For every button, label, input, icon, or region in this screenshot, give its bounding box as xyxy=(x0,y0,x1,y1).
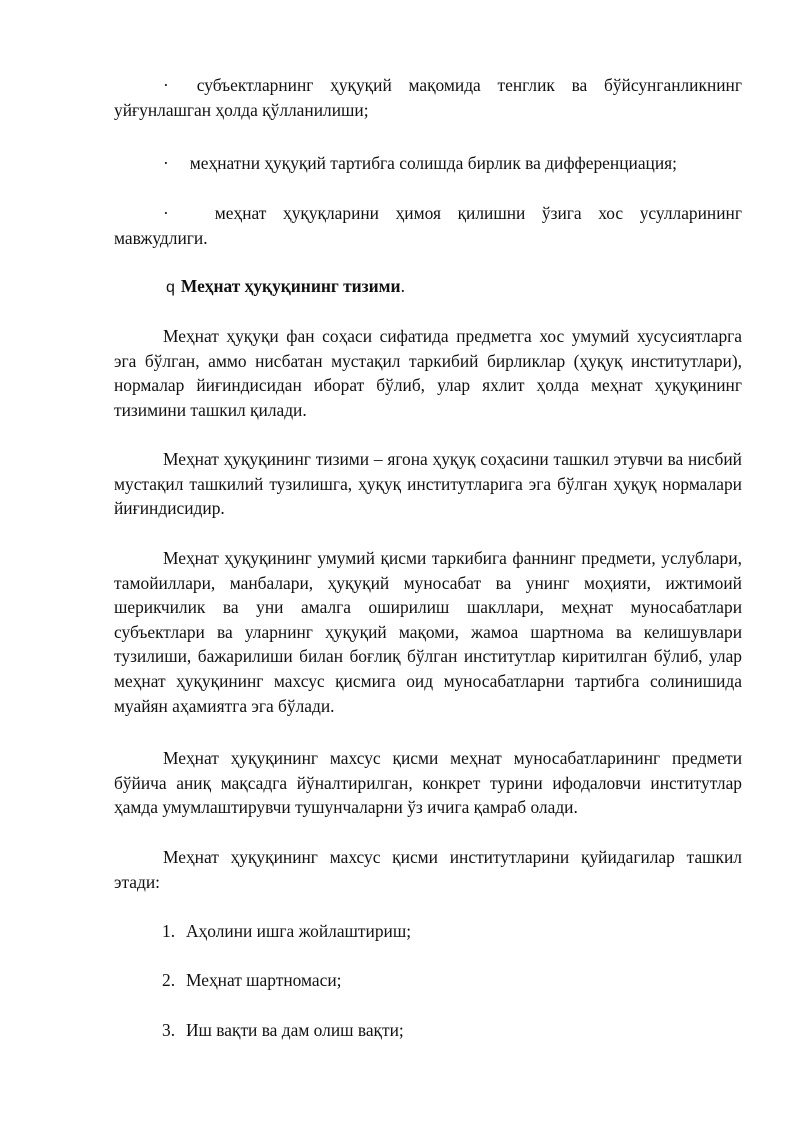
list-number: 3. xyxy=(162,1020,176,1040)
bullet-item-3 xyxy=(114,201,742,250)
list-item xyxy=(162,968,341,993)
list-text: Аҳолини ишга жойлаштириш; xyxy=(186,921,412,941)
list-item xyxy=(162,919,411,944)
paragraph-system-meaning: Меҳнат ҳуқуқининг тизими – ягона ҳуқуқ соҳасини ташкил этувчи ва нисбий мустақил ташкилий тузилишга, ҳуқуқ институтларига эга бўлган ҳуқуқ нормалари йиғиндисидир. xyxy=(114,449,742,519)
bullet-mark: · xyxy=(163,203,169,223)
list-text: Иш вақти ва дам олиш вақти; xyxy=(186,1020,404,1040)
bullet-text: меҳнатни ҳуқуқий тартибга солишда бирлик ва дифференциация; xyxy=(189,153,677,173)
list-item xyxy=(162,1018,404,1043)
paragraph-special-institutes: Меҳнат ҳуқуқининг махсус қисми институтларини қуйидагилар ташкил этади: xyxy=(114,847,742,892)
bullet-mark: · xyxy=(163,153,169,173)
heading-suffix: . xyxy=(400,276,405,296)
bullet-item-1 xyxy=(114,73,742,122)
list-text: Меҳнат шартномаси; xyxy=(186,970,342,990)
paragraph-system-definition: Меҳнат ҳуқуқи фан соҳаси сифатида предметга хос умумий хусусиятларга эга бўлган, аммо нисбатан мустақил таркибий бирликлар (ҳуқуқ институтлари), нормалар йиғиндисидан иборат бўлиб, улар яхлит ҳолда меҳнат ҳуқуқининг тизимини ташкил қилади. xyxy=(114,326,742,420)
list-number: 2. xyxy=(162,970,176,990)
paragraph-special-part: Меҳнат ҳуқуқининг махсус қисми меҳнат муносабатларининг предмети бўйича аниқ мақсадга йўналтирилган, конкрет турини ифодаловчи институтлар ҳамда умумлаштирувчи тушунчаларни ўз ичига қамраб олади. xyxy=(114,748,742,818)
heading-marker: q xyxy=(166,279,175,296)
paragraph-general-part: Меҳнат ҳуқуқининг умумий қисми таркибига фаннинг предмети, услублари, тамойиллари, манбалари, ҳуқуқий муносабат ва унинг моҳияти, ижтимоий шерикчилик ва уни амалга оширилиш шакллари, меҳнат муносабатлари субъектлари ва уларнинг ҳуқуқий мақоми, жамоа шартнома ва келишувлари тузилиши, бажарилиши билан боғлиқ бўлган институтлар киритилган бўлиб, улар меҳнат ҳуқуқининг махсус қисмига оид муносабатларни тартибга солинишида муайян аҳамиятга эга бўлади. xyxy=(114,548,742,716)
bullet-mark: · xyxy=(163,75,169,95)
bullet-text: субъектларнинг ҳуқуқий мақомида тенглик ва бўйсунганликнинг уйғунлашган ҳолда қўлланилиши; xyxy=(114,75,742,120)
bullet-text: меҳнат ҳуқуқларини ҳимоя қилишни ўзига хос усулларининг мавжудлиги. xyxy=(114,203,742,248)
bullet-item-2 xyxy=(163,151,743,176)
list-number: 1. xyxy=(162,921,176,941)
heading-title: Меҳнат ҳуқуқининг тизими xyxy=(180,276,401,296)
section-heading xyxy=(166,274,405,301)
